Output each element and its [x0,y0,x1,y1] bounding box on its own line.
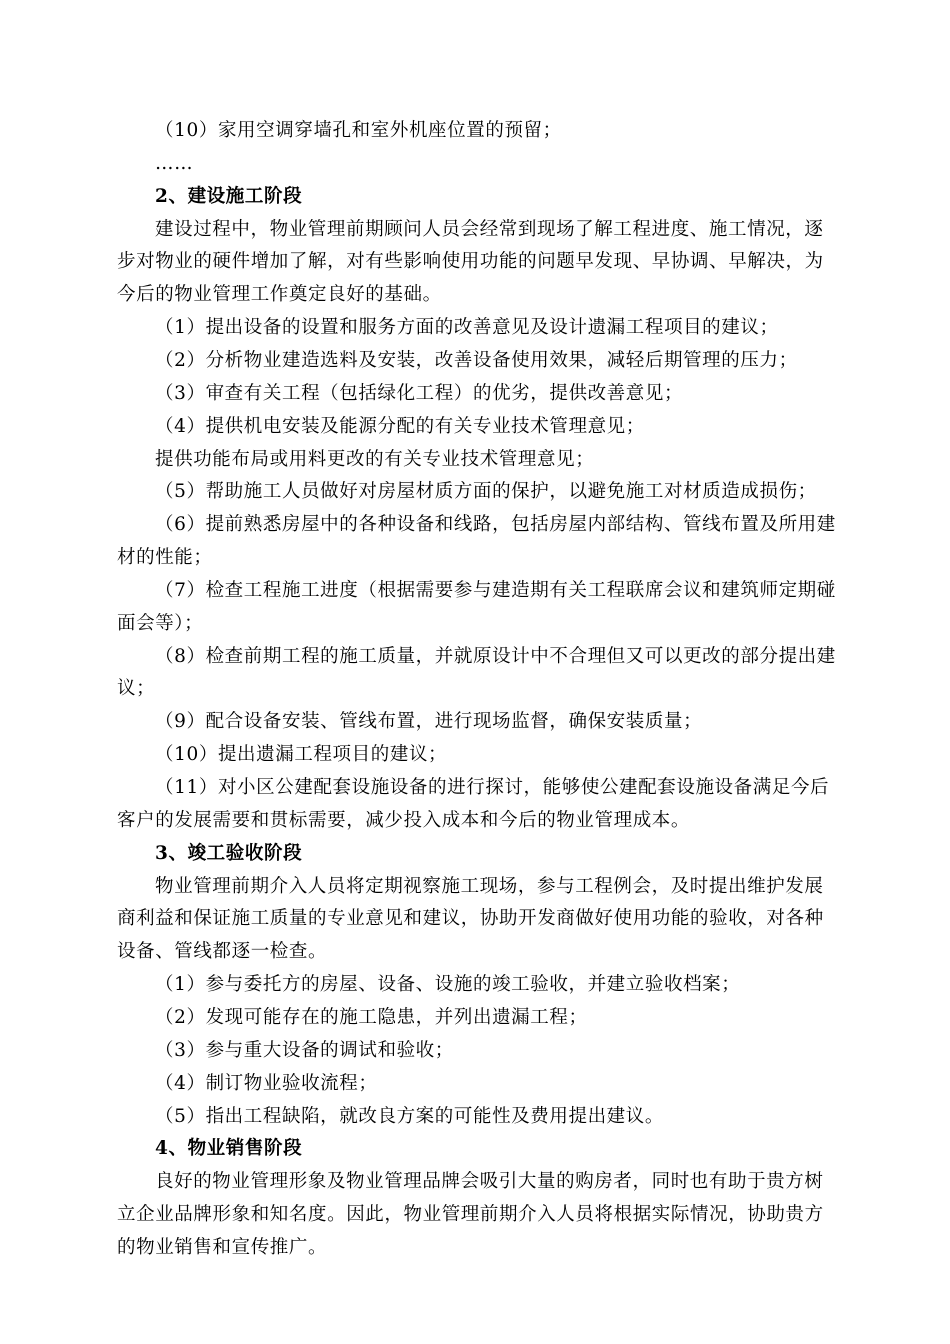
text-line: 提供功能布局或用料更改的有关专业技术管理意见； [155,448,595,470]
text-line: （1）参与委托方的房屋、设备、设施的竣工验收，并建立验收档案； [155,974,741,996]
text-line: （7）检查工程施工进度（根据需要参与建造期有关工程联席会议和建筑师定期碰 [155,579,836,601]
text-line: 建设过程中，物业管理前期顾问人员会经常到现场了解工程进度、施工情况，逐 [155,218,824,240]
text-line: （8）检查前期工程的施工质量，并就原设计中不合理但又可以更改的部分提出建 [155,645,836,667]
text-line: （9）配合设备安装、管线布置，进行现场监督，确保安装质量； [155,711,703,733]
text-line: （5）指出工程缺陷，就改良方案的可能性及费用提出建议。 [155,1105,664,1127]
text-line: 良好的物业管理形象及物业管理品牌会吸引大量的购房者，同时也有助于贵方树 [155,1171,824,1193]
section-heading: 4、物业销售阶段 [155,1138,303,1160]
text-line: （3）审查有关工程（包括绿化工程）的优劣，提供改善意见； [155,382,684,404]
text-line: （6）提前熟悉房屋中的各种设备和线路，包括房屋内部结构、管线布置及所用建 [155,514,836,536]
text-line: 商利益和保证施工质量的专业意见和建议，协助开发商做好使用功能的验收，对各种 [117,908,824,930]
text-line: 立企业品牌形象和知名度。因此，物业管理前期介入人员将根据实际情况，协助贵方 [117,1204,824,1226]
text-line: （4）制订物业验收流程； [155,1072,378,1094]
text-line: （11）对小区公建配套设施设备的进行探讨，能够使公建配套设施设备满足今后 [155,777,830,798]
section-heading: 3、竣工验收阶段 [155,842,303,864]
text-line: 材的性能； [117,547,213,569]
text-line: 今后的物业管理工作奠定良好的基础。 [117,284,442,306]
text-line: 步对物业的硬件增加了解，对有些影响使用功能的问题早发现、早协调、早解决，为 [117,251,824,273]
text-line: （4）提供机电安装及能源分配的有关专业技术管理意见； [155,415,645,437]
section-heading: 2、建设施工阶段 [155,185,303,207]
text-line: …… [155,152,194,174]
text-line: （5）帮助施工人员做好对房屋材质方面的保护，以避免施工对材质造成损伤； [155,481,817,503]
text-line: （10）家用空调穿墙孔和室外机座位置的预留； [155,120,562,141]
text-line: （2）分析物业建造选料及安装，改善设备使用效果，减轻后期管理的压力； [155,349,798,371]
text-line: 面会等）； [117,612,204,634]
text-line: （3）参与重大设备的调试和验收； [155,1039,454,1061]
text-line: 客户的发展需要和贯标需要，减少投入成本和今后的物业管理成本。 [117,809,691,831]
text-line: （1）提出设备的设置和服务方面的改善意见及设计遗漏工程项目的建议； [155,317,779,339]
text-line: 的物业销售和宣传推广。 [117,1236,328,1258]
text-line: 设备、管线都逐一检查。 [117,941,328,963]
text-line: 议； [117,678,156,700]
text-line: 物业管理前期介入人员将定期视察施工现场，参与工程例会，及时提出维护发展 [155,875,824,897]
text-line: （10）提出遗漏工程项目的建议； [155,744,448,766]
text-line: （2）发现可能存在的施工隐患，并列出遗漏工程； [155,1006,588,1028]
